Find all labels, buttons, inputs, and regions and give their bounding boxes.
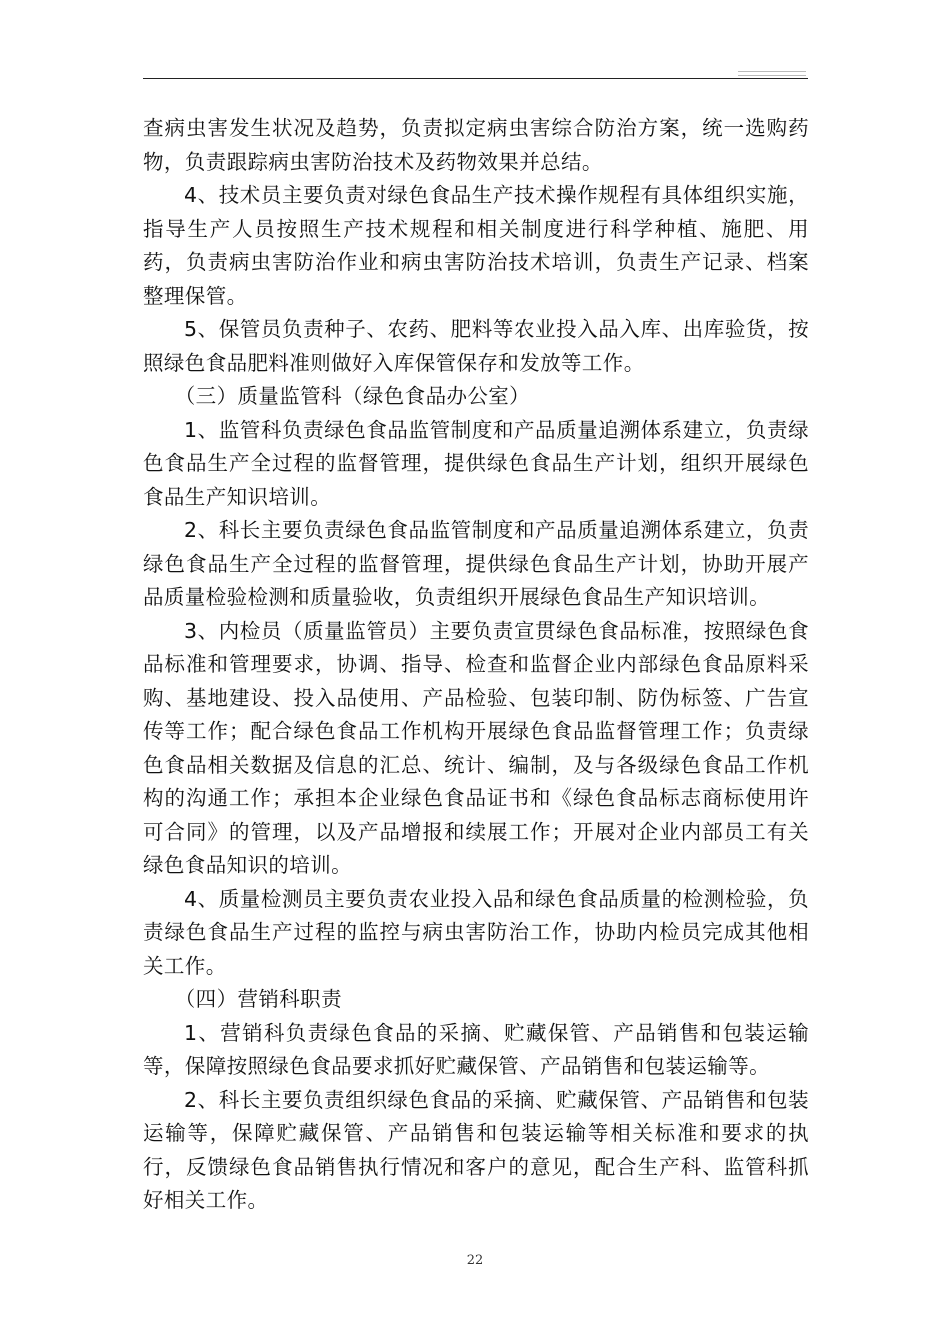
body-text (143, 112, 809, 1218)
paragraph-marketing-dept: 1、营销科负责绿色食品的采摘、贮藏保管、产品销售和包装运输等，保障按照绿色食品要求抓好贮藏保管、产品销售和包装运输等。 (143, 1020, 809, 1078)
paragraph-quality-tester: 4、质量检测员主要负责农业投入品和绿色食品质量的检测检验，负责绿色食品生产过程的监控与病虫害防治工作，协助内检员完成其他相关工作。 (143, 886, 809, 978)
paragraph-internal-inspector: 3、内检员（质量监管员）主要负责宣贯绿色食品标准，按照绿色食品标准和管理要求，协调、指导、检查和监督企业内部绿色食品原料采购、基地建设、投入品使用、产品检验、包装印制、防伪标签、广告宣传等工作；配合绿色食品工作机构开展绿色食品监督管理工作；负责绿色食品相关数据及信息的汇总、统计、编制，及与各级绿色食品工作机构的沟通工作；承担本企业绿色食品证书和《绿色食品标志商标使用许可合同》的管理，以及产品增报和续展工作；开展对企业内部员工有关绿色食品知识的培训。 (143, 618, 809, 877)
section-heading-marketing: （四）营销科职责 (174, 987, 342, 1011)
paragraph-storekeeper: 5、保管员负责种子、农药、肥料等农业投入品入库、出库验货，按照绿色食品肥料准则做好入库保管保存和发放等工作。 (143, 317, 809, 375)
paragraph-quality-dept: 1、监管科负责绿色食品监管制度和产品质量追溯体系建立，负责绿色食品生产全过程的监督管理，提供绿色食品生产计划，组织开展绿色食品生产知识培训。 (143, 417, 809, 509)
section-heading-quality: （三）质量监管科（绿色食品办公室） (174, 384, 531, 408)
paragraph-quality-chief: 2、科长主要负责绿色食品监管制度和产品质量追溯体系建立，负责绿色食品生产全过程的监督管理，提供绿色食品生产计划，协助开展产品质量检验检测和质量验收，负责组织开展绿色食品生产知识培训。 (143, 518, 809, 609)
paragraph-marketing-chief: 2、科长主要负责组织绿色食品的采摘、贮藏保管、产品销售和包装运输等，保障贮藏保管、产品销售和包装运输等相关标准和要求的执行，反馈绿色食品销售执行情况和客户的意见，配合生产科、监管科抓好相关工作。 (143, 1087, 809, 1212)
paragraph-technician: 4、技术员主要负责对绿色食品生产技术操作规程有具体组织实施，指导生产人员按照生产技术规程和相关制度进行科学种植、施肥、用药，负责病虫害防治作业和病虫害防治技术培训，负责生产记录、档案整理保管。 (143, 183, 809, 308)
paragraph-continuation: 查病虫害发生状况及趋势，负责拟定病虫害综合防治方案，统一选购药物，负责跟踪病虫害防治技术及药物效果并总结。 (143, 116, 809, 174)
header-rule (143, 78, 808, 79)
page-number: 22 (466, 1253, 484, 1268)
header-mark (738, 71, 806, 76)
